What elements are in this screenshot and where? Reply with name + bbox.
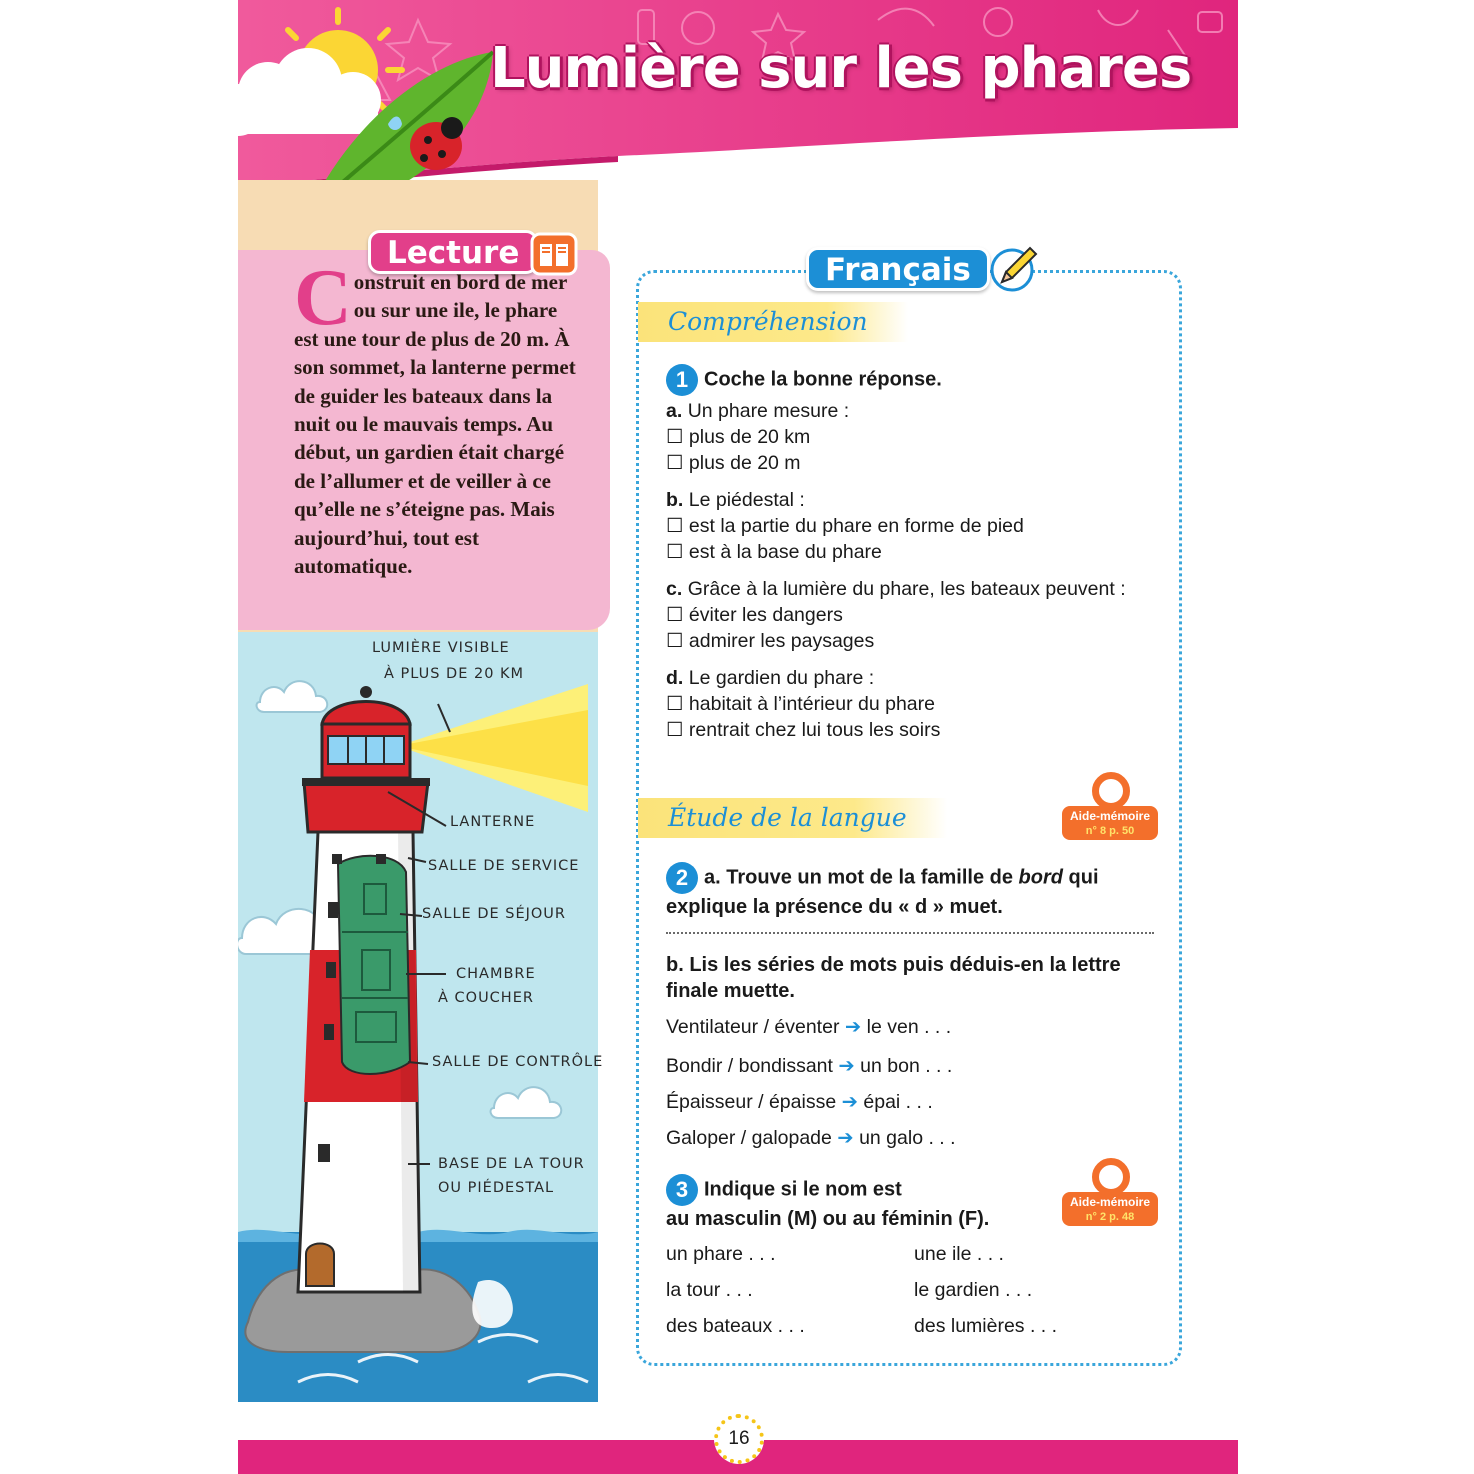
francais-label: Français	[825, 252, 971, 288]
reading-body: onstruit en bord de mer ou sur une ile, le phare est une tour de plus de 20 m. À son sommet, la lanterne permet de guider les bateaux dans la nuit ou le mauvais temps. Au début, un gardien était chargé de l’allumer et de veiller à ce qu’elle ne s’éteigne pas. Mais aujourd’hui, tout est automatique.	[294, 270, 576, 579]
lighthouse-illustration	[238, 632, 604, 1402]
q3-heading-line2: au masculin (M) ou au féminin (F).	[666, 1208, 990, 1230]
checkbox[interactable]: ☐	[666, 452, 684, 474]
noun-item[interactable]: un phare . . .	[666, 1243, 776, 1265]
page-number: 16	[714, 1414, 764, 1464]
series-row-3: Épaisseur / épaisse ➔ épai . . .	[666, 1091, 933, 1113]
checkbox[interactable]: ☐	[666, 604, 684, 626]
noun-item[interactable]: la tour . . .	[666, 1279, 753, 1301]
checkbox[interactable]: ☐	[666, 515, 684, 537]
q1c-question: c. Grâce à la lumière du phare, les bateaux peuvent :	[666, 578, 1126, 600]
aide-memoire-1[interactable]	[1062, 772, 1158, 862]
aide-memoire-2[interactable]	[1062, 1158, 1158, 1248]
q1d-option-2[interactable]: ☐ rentrait chez lui tous les soirs	[666, 719, 941, 741]
arrow-icon: ➔	[841, 1091, 858, 1113]
noun-item[interactable]: le gardien . . .	[914, 1279, 1033, 1301]
label-salle-sejour: SALLE DE SÉJOUR	[422, 906, 566, 922]
answer-line[interactable]	[666, 932, 1154, 934]
q1b-option-1[interactable]: ☐ est la partie du phare en forme de pied	[666, 515, 1024, 537]
checkbox[interactable]: ☐	[666, 693, 684, 715]
q1a-question: a. Un phare mesure :	[666, 400, 850, 422]
dropcap: C	[294, 254, 352, 342]
page-title: Lumière sur les phares	[490, 36, 1192, 101]
noun-item[interactable]: des bateaux . . .	[666, 1315, 805, 1337]
q3-heading: 3 Indique si le nom est	[666, 1174, 902, 1206]
pencil-icon	[988, 244, 1040, 294]
q1-instruction: Coche la bonne réponse.	[704, 368, 942, 391]
page-header	[238, 0, 1238, 200]
series-row-1: Ventilateur / éventer ➔ le ven . . .	[666, 1016, 952, 1038]
q1-heading	[666, 364, 942, 396]
q1c-option-2[interactable]: ☐ admirer les paysages	[666, 630, 875, 652]
label-light-1: LUMIÈRE VISIBLE	[372, 640, 510, 656]
label-light-2: À PLUS DE 20 KM	[384, 666, 525, 682]
checkbox[interactable]: ☐	[666, 630, 684, 652]
aide-ref: n° 8 p. 50	[1085, 825, 1135, 837]
series-row-4: Galoper / galopade ➔ un galo . . .	[666, 1127, 956, 1149]
arrow-icon: ➔	[837, 1127, 854, 1149]
label-base-1: BASE DE LA TOUR	[438, 1156, 585, 1172]
checkbox[interactable]: ☐	[666, 426, 684, 448]
q2b-text: b. Lis les séries de mots puis déduis-en la lettre finale muette.	[666, 954, 1121, 1002]
noun-item[interactable]: des lumières . . .	[914, 1315, 1058, 1337]
q3-number: 3	[666, 1174, 698, 1206]
q1b-question: b. Le piédestal :	[666, 489, 805, 511]
q1b-option-2[interactable]: ☐ est à la base du phare	[666, 541, 882, 563]
label-base-2: OU PIÉDESTAL	[438, 1180, 555, 1196]
aide-ref: n° 2 p. 48	[1085, 1211, 1135, 1223]
label-chambre-1: CHAMBRE	[456, 966, 536, 982]
arrow-icon: ➔	[844, 1016, 862, 1038]
aide-label: Aide-mémoire	[1069, 1195, 1151, 1209]
arrow-icon: ➔	[838, 1055, 855, 1077]
q1d-option-1[interactable]: ☐ habitait à l’intérieur du phare	[666, 693, 935, 715]
comprehension-banner: Compréhension	[638, 302, 908, 342]
q1a-option-2[interactable]: ☐ plus de 20 m	[666, 452, 801, 474]
lifebuoy-icon	[1092, 1158, 1130, 1196]
series-row-2: Bondir / bondissant ➔ un bon . . .	[666, 1055, 953, 1077]
q1-number: 1	[666, 364, 698, 396]
checkbox[interactable]: ☐	[666, 541, 684, 563]
q1d-question: d. Le gardien du phare :	[666, 667, 875, 689]
q1c-option-1[interactable]: ☐ éviter les dangers	[666, 604, 843, 626]
reading-text	[294, 254, 586, 580]
lecture-label: Lecture	[387, 235, 520, 271]
lighthouse-drawing	[238, 632, 598, 1402]
q2a-text: 2 a. Trouve un mot de la famille de bord qui explique la présence du « d » muet.	[666, 862, 1166, 920]
checkbox[interactable]: ☐	[666, 719, 684, 741]
q1a-option-1[interactable]: ☐ plus de 20 km	[666, 426, 811, 448]
aide-label: Aide-mémoire	[1069, 809, 1151, 823]
noun-item[interactable]: une ile . . .	[914, 1243, 1004, 1265]
label-salle-controle: SALLE DE CONTRÔLE	[432, 1054, 604, 1070]
francais-pill	[806, 247, 990, 291]
workbook-page	[238, 0, 1238, 1474]
lifebuoy-icon	[1092, 772, 1130, 810]
q2-number: 2	[666, 862, 698, 894]
label-chambre-2: À COUCHER	[438, 990, 534, 1006]
etude-banner: Étude de la langue	[638, 798, 947, 838]
label-salle-service: SALLE DE SERVICE	[428, 858, 580, 874]
label-lanterne: LANTERNE	[450, 814, 536, 830]
